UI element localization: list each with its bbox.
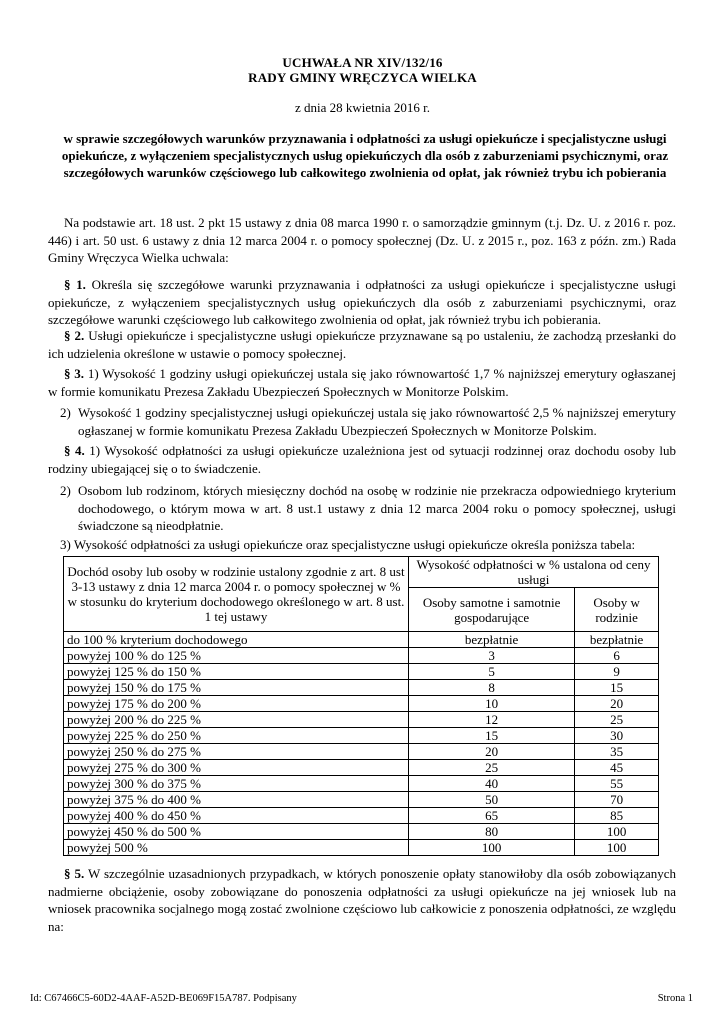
income-range-cell: powyżej 300 % do 375 % xyxy=(64,776,409,792)
section-3-item-2-number: 2) xyxy=(60,405,71,420)
single-persons-header: Osoby samotne i samotnie gospodarujące xyxy=(409,588,575,632)
family-fee-cell: bezpłatnie xyxy=(575,632,659,648)
single-fee-cell: 8 xyxy=(409,680,575,696)
section-4-item-2 xyxy=(60,482,676,535)
family-fee-cell: 25 xyxy=(575,712,659,728)
single-fee-cell: 50 xyxy=(409,792,575,808)
table-row xyxy=(64,728,659,744)
income-range-cell: powyżej 225 % do 250 % xyxy=(64,728,409,744)
council-name: RADY GMINY WRĘCZYCA WIELKA xyxy=(248,70,477,85)
family-fee-cell: 6 xyxy=(575,648,659,664)
section-2 xyxy=(48,327,676,362)
table-row xyxy=(64,744,659,760)
fee-header: Wysokość odpłatności w % ustalona od ceny usługi xyxy=(409,557,659,588)
single-fee-cell: 80 xyxy=(409,824,575,840)
single-fee-cell: 15 xyxy=(409,728,575,744)
section-1 xyxy=(48,276,676,329)
section-3 xyxy=(48,365,676,400)
section-4 xyxy=(48,442,676,477)
single-fee-cell: 65 xyxy=(409,808,575,824)
table-row xyxy=(64,792,659,808)
income-range-cell: powyżej 175 % do 200 % xyxy=(64,696,409,712)
table-row xyxy=(64,664,659,680)
single-fee-cell: 10 xyxy=(409,696,575,712)
family-fee-cell: 15 xyxy=(575,680,659,696)
section-1-text: Określa się szczegółowe warunki przyznawania i odpłatności za usługi opiekuńcze i specjalistyczne usługi opiekuńcze, z wyłączeniem specjalistycznych usług opiekuńczych dla osób z zaburzeniami psychicznymi, oraz szczegółowe warunki częściowego lub całkowitego zwolnienia od opłat, jak również trybu ich pobierania. xyxy=(48,277,677,327)
table-row xyxy=(64,680,659,696)
page-number: Strona 1 xyxy=(657,993,693,1004)
resolution-subject: w sprawie szczegółowych warunków przyznawania i odpłatności za usługi opiekuńcze i specjalistyczne usługi opiekuńcze, z wyłączeniem specjalistycznych usług opiekuńczych dla osób z zaburzeniami psychicznymi, oraz szczegółowych warunków częściowego lub całkowitego zwolnienia od opłat, jak również trybu ich pobierania xyxy=(61,131,669,180)
resolution-number: UCHWAŁA NR XIV/132/16 xyxy=(282,55,443,70)
income-range-cell: do 100 % kryterium dochodowego xyxy=(64,632,409,648)
section-4-item-2-text: Osobom lub rodzinom, których miesięczny dochód na osobę w rodzinie nie przekracza odpowiedniego kryterium dochodowego, o którym mowa w art. 8 ust.1 ustawy z dnia 12 marca 2004 roku o pomocy społecznej, usługi świadczone są nieodpłatnie. xyxy=(78,483,676,533)
family-persons-header: Osoby w rodzinie xyxy=(575,588,659,632)
family-fee-cell: 35 xyxy=(575,744,659,760)
income-range-cell: powyżej 400 % do 450 % xyxy=(64,808,409,824)
income-header: Dochód osoby lub osoby w rodzinie ustalony zgodnie z art. 8 ust 3-13 ustawy z dnia 12 marca 2004 r. o pomocy społecznej w % w stosunku do kryterium dochodowego określonego w art. 8 ust. 1 tej ustawy xyxy=(64,557,409,632)
section-5-text: W szczególnie uzasadnionych przypadkach, w których ponoszenie opłaty stanowiłoby dla osób zobowiązanych nadmierne obciążenie, osoby zobowiązane do ponoszenia odpłatności za usługi opiekuńcze na jej wniosek lub na wniosek pracownika socjalnego mogą zostać zwolnione częściowo lub całkowicie z ponoszenia odpłatności, ze względu na: xyxy=(48,866,677,934)
table-row xyxy=(64,776,659,792)
income-range-cell: powyżej 275 % do 300 % xyxy=(64,760,409,776)
section-3-label: § 3. xyxy=(64,366,85,381)
single-fee-cell: 12 xyxy=(409,712,575,728)
preamble: Na podstawie art. 18 ust. 2 pkt 15 ustawy z dnia 08 marca 1990 r. o samorządzie gminnym (t.j. Dz. U. z 2016 r. poz. 446) i art. 50 ust. 6 ustawy z dnia 12 marca 2004 r. o pomocy społecznej (Dz. U. z 2015 r., poz. 163 z późn. zm.) Rada Gminy Wręczyca Wielka uchwala: xyxy=(48,215,676,265)
document-id: Id: C67466C5-60D2-4AAF-A52D-BE069F15A787. Podpisany xyxy=(30,993,297,1004)
section-5 xyxy=(48,865,676,935)
table-row xyxy=(64,696,659,712)
resolution-date: z dnia 28 kwietnia 2016 r. xyxy=(294,100,431,115)
family-fee-cell: 85 xyxy=(575,808,659,824)
family-fee-cell: 9 xyxy=(575,664,659,680)
section-2-label: § 2. xyxy=(64,328,85,343)
income-range-cell: powyżej 200 % do 225 % xyxy=(64,712,409,728)
family-fee-cell: 30 xyxy=(575,728,659,744)
income-range-cell: powyżej 250 % do 275 % xyxy=(64,744,409,760)
section-4-item-3: 3) Wysokość odpłatności za usługi opiekuńcze oraz specjalistyczne usługi opiekuńcze określa poniższa tabela: xyxy=(60,537,636,552)
table-row xyxy=(64,824,659,840)
income-range-cell: powyżej 125 % do 150 % xyxy=(64,664,409,680)
single-fee-cell: 3 xyxy=(409,648,575,664)
family-fee-cell: 45 xyxy=(575,760,659,776)
income-range-cell: powyżej 150 % do 175 % xyxy=(64,680,409,696)
single-fee-cell: 25 xyxy=(409,760,575,776)
family-fee-cell: 70 xyxy=(575,792,659,808)
family-fee-cell: 100 xyxy=(575,840,659,856)
single-fee-cell: 100 xyxy=(409,840,575,856)
table-row xyxy=(64,648,659,664)
single-fee-cell: 40 xyxy=(409,776,575,792)
fees-table xyxy=(63,556,659,856)
table-row xyxy=(64,840,659,856)
section-4-item-1: 1) Wysokość odpłatności za usługi opiekuńcze uzależniona jest od sytuacji rodzinnej oraz dochodu osoby lub rodziny ubiegającej się o to świadczenie. xyxy=(48,443,677,476)
family-fee-cell: 100 xyxy=(575,824,659,840)
section-4-label: § 4. xyxy=(64,443,85,458)
table-row xyxy=(64,760,659,776)
single-fee-cell: 5 xyxy=(409,664,575,680)
table-row xyxy=(64,808,659,824)
income-range-cell: powyżej 450 % do 500 % xyxy=(64,824,409,840)
section-5-label: § 5. xyxy=(64,866,85,881)
family-fee-cell: 55 xyxy=(575,776,659,792)
section-3-item-2 xyxy=(60,404,676,439)
income-range-cell: powyżej 100 % do 125 % xyxy=(64,648,409,664)
income-range-cell: powyżej 500 % xyxy=(64,840,409,856)
family-fee-cell: 20 xyxy=(575,696,659,712)
table-row xyxy=(64,712,659,728)
income-range-cell: powyżej 375 % do 400 % xyxy=(64,792,409,808)
section-3-item-2-text: Wysokość 1 godziny specjalistycznej usługi opiekuńczej ustala się jako równowartość 2,5 % najniższej emerytury ogłaszanej w formie komunikatu Prezesa Zakładu Ubezpieczeń Społecznych w Monitorze Polskim. xyxy=(78,405,676,438)
single-fee-cell: 20 xyxy=(409,744,575,760)
single-fee-cell: bezpłatnie xyxy=(409,632,575,648)
section-1-label: § 1. xyxy=(64,277,86,292)
section-2-text: Usługi opiekuńcze i specjalistyczne usługi opiekuńcze przyznawane są po ustaleniu, że zachodzą przesłanki do ich udzielenia określone w ustawie o pomocy społecznej. xyxy=(48,328,676,361)
table-row xyxy=(64,632,659,648)
section-3-item-1: 1) Wysokość 1 godziny usługi opiekuńczej ustala się jako równowartość 1,7 % najniższej emerytury ogłaszanej w formie komunikatu Prezesa Zakładu Ubezpieczeń Społecznych w Monitorze Polskim. xyxy=(48,366,676,399)
section-4-item-2-number: 2) xyxy=(60,483,71,498)
